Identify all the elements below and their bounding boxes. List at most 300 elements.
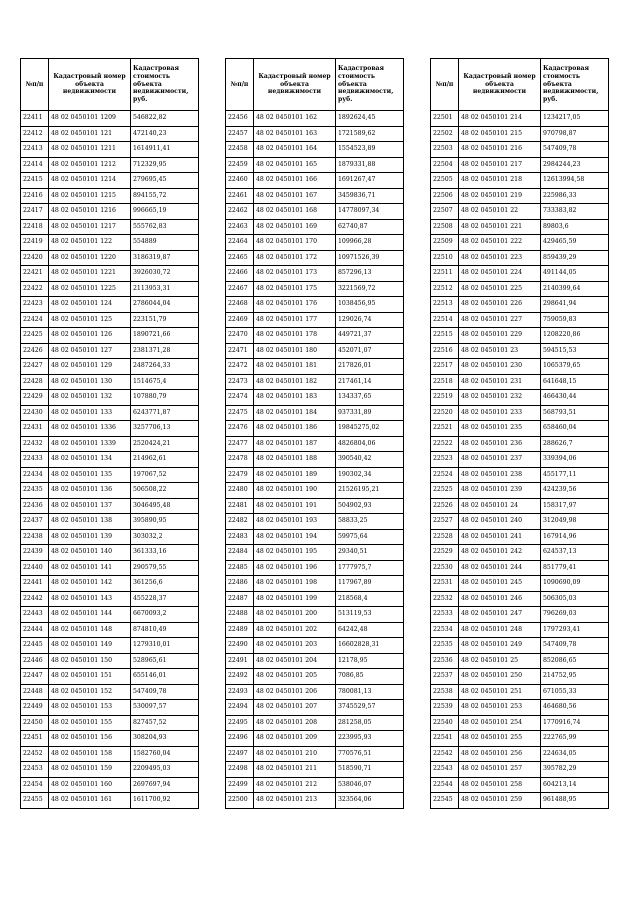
cell-num: 22503	[431, 142, 459, 158]
cell-cadastral-number: 48 02 0450101 151	[49, 669, 131, 685]
table-row	[226, 157, 404, 173]
cell-cadastral-value: 464680,56	[541, 700, 609, 716]
cell-num: 22515	[431, 328, 459, 344]
table-row	[226, 498, 404, 514]
cell-num: 22512	[431, 281, 459, 297]
cell-cadastral-value: 1234217,05	[541, 111, 609, 127]
cell-cadastral-number: 48 02 0450101 245	[459, 576, 541, 592]
table-row	[431, 235, 609, 251]
header-num: №п/п	[226, 59, 254, 111]
cell-cadastral-value: 506508,22	[131, 483, 199, 499]
cell-cadastral-value: 1614911,41	[131, 142, 199, 158]
cell-num: 22527	[431, 514, 459, 530]
cell-cadastral-value: 770576,51	[336, 746, 404, 762]
cell-num: 22416	[21, 188, 49, 204]
cell-cadastral-number: 48 02 0450101 167	[254, 188, 336, 204]
table-row	[226, 219, 404, 235]
table-row	[431, 560, 609, 576]
cell-num: 22529	[431, 545, 459, 561]
cell-cadastral-number: 48 02 0450101 150	[49, 653, 131, 669]
table-row	[226, 312, 404, 328]
cell-num: 22444	[21, 622, 49, 638]
cell-cadastral-value: 3926030,72	[131, 266, 199, 282]
cell-cadastral-value: 970798,87	[541, 126, 609, 142]
cell-num: 22485	[226, 560, 254, 576]
table-row	[226, 359, 404, 375]
cell-num: 22478	[226, 452, 254, 468]
header-cadastral-number: Кадастровый номер объекта недвижимости	[254, 59, 336, 111]
cell-cadastral-number: 48 02 0450101 253	[459, 700, 541, 716]
cell-cadastral-value: 449721,37	[336, 328, 404, 344]
cell-cadastral-number: 48 02 0450101 161	[49, 793, 131, 809]
cell-num: 22457	[226, 126, 254, 142]
table-row	[21, 421, 199, 437]
table-row	[21, 560, 199, 576]
table-row	[21, 343, 199, 359]
cell-cadastral-value: 6670093,2	[131, 607, 199, 623]
cadastre-table-2	[225, 58, 404, 809]
cell-num: 22463	[226, 219, 254, 235]
cell-num: 22476	[226, 421, 254, 437]
cell-num: 22511	[431, 266, 459, 282]
cell-cadastral-value: 6243771,87	[131, 405, 199, 421]
cell-cadastral-value: 308204,93	[131, 731, 199, 747]
cell-cadastral-number: 48 02 0450101 250	[459, 669, 541, 685]
cell-num: 22425	[21, 328, 49, 344]
table-row	[226, 173, 404, 189]
cell-num: 22495	[226, 715, 254, 731]
cell-cadastral-number: 48 02 0450101 251	[459, 684, 541, 700]
cell-cadastral-value: 223995,93	[336, 731, 404, 747]
cell-cadastral-value: 3459836,71	[336, 188, 404, 204]
table-row	[431, 157, 609, 173]
cell-cadastral-value: 455228,37	[131, 591, 199, 607]
cell-cadastral-number: 48 02 0450101 241	[459, 529, 541, 545]
cell-cadastral-number: 48 02 0450101 142	[49, 576, 131, 592]
cell-cadastral-number: 48 02 0450101 236	[459, 436, 541, 452]
cell-cadastral-number: 48 02 0450101 158	[49, 746, 131, 762]
cell-cadastral-value: 2113953,31	[131, 281, 199, 297]
table-row	[226, 622, 404, 638]
cell-num: 22460	[226, 173, 254, 189]
cell-cadastral-number: 48 02 0450101 144	[49, 607, 131, 623]
cell-cadastral-number: 48 02 0450101 155	[49, 715, 131, 731]
table-row	[21, 731, 199, 747]
cell-cadastral-value: 167914,96	[541, 529, 609, 545]
cell-cadastral-value: 312049,98	[541, 514, 609, 530]
cell-cadastral-value: 733383,82	[541, 204, 609, 220]
cell-cadastral-number: 48 02 0450101 238	[459, 467, 541, 483]
cell-cadastral-number: 48 02 0450101 209	[254, 731, 336, 747]
cell-cadastral-value: 1208220,86	[541, 328, 609, 344]
table-row	[226, 452, 404, 468]
cell-cadastral-value: 504902,93	[336, 498, 404, 514]
cell-cadastral-number: 48 02 0450101 219	[459, 188, 541, 204]
cell-num: 22417	[21, 204, 49, 220]
cell-cadastral-value: 859439,29	[541, 250, 609, 266]
cell-num: 22528	[431, 529, 459, 545]
cell-num: 22531	[431, 576, 459, 592]
cell-cadastral-number: 48 02 0450101 1339	[49, 436, 131, 452]
cell-cadastral-value: 452071,07	[336, 343, 404, 359]
cell-cadastral-value: 158317,97	[541, 498, 609, 514]
cell-cadastral-number: 48 02 0450101 235	[459, 421, 541, 437]
cell-num: 22533	[431, 607, 459, 623]
cell-cadastral-value: 518590,71	[336, 762, 404, 778]
cell-cadastral-value: 658460,04	[541, 421, 609, 437]
table-row	[431, 312, 609, 328]
cell-cadastral-value: 759059,83	[541, 312, 609, 328]
table-row	[431, 421, 609, 437]
table-row	[21, 436, 199, 452]
cell-num: 22538	[431, 684, 459, 700]
cell-cadastral-number: 48 02 0450101 222	[459, 235, 541, 251]
cell-cadastral-number: 48 02 0450101 247	[459, 607, 541, 623]
cell-num: 22411	[21, 111, 49, 127]
cell-cadastral-number: 48 02 0450101 162	[254, 111, 336, 127]
table-row	[431, 514, 609, 530]
cell-cadastral-value: 546822,82	[131, 111, 199, 127]
table-row	[21, 405, 199, 421]
cell-cadastral-value: 1890721,66	[131, 328, 199, 344]
cell-cadastral-value: 14778097,34	[336, 204, 404, 220]
table-header-row	[431, 59, 609, 111]
cell-cadastral-number: 48 02 0450101 139	[49, 529, 131, 545]
cell-cadastral-number: 48 02 0450101 240	[459, 514, 541, 530]
cell-cadastral-value: 62740,87	[336, 219, 404, 235]
cell-num: 22475	[226, 405, 254, 421]
cell-num: 22419	[21, 235, 49, 251]
cell-num: 22465	[226, 250, 254, 266]
cell-cadastral-value: 1279310,01	[131, 638, 199, 654]
cell-cadastral-number: 48 02 0450101 164	[254, 142, 336, 158]
cell-cadastral-value: 530097,57	[131, 700, 199, 716]
cell-num: 22466	[226, 266, 254, 282]
cell-num: 22534	[431, 622, 459, 638]
table-row	[431, 126, 609, 142]
cell-num: 22462	[226, 204, 254, 220]
cell-cadastral-number: 48 02 0450101 132	[49, 390, 131, 406]
cell-cadastral-value: 796269,03	[541, 607, 609, 623]
table-row	[431, 653, 609, 669]
cell-cadastral-value: 3186319,87	[131, 250, 199, 266]
cell-cadastral-number: 48 02 0450101 170	[254, 235, 336, 251]
cell-cadastral-number: 48 02 0450101 211	[254, 762, 336, 778]
header-cadastral-number: Кадастровый номер объекта недвижимости	[49, 59, 131, 111]
table-row	[226, 545, 404, 561]
cell-num: 22447	[21, 669, 49, 685]
cell-num: 22523	[431, 452, 459, 468]
cell-cadastral-number: 48 02 0450101 233	[459, 405, 541, 421]
cell-cadastral-number: 48 02 0450101 156	[49, 731, 131, 747]
cell-num: 22524	[431, 467, 459, 483]
cell-cadastral-number: 48 02 0450101 168	[254, 204, 336, 220]
cell-cadastral-number: 48 02 0450101 175	[254, 281, 336, 297]
cell-num: 22493	[226, 684, 254, 700]
cell-cadastral-number: 48 02 0450101 188	[254, 452, 336, 468]
cell-cadastral-number: 48 02 0450101 204	[254, 653, 336, 669]
cell-num: 22513	[431, 297, 459, 313]
cell-cadastral-number: 48 02 0450101 206	[254, 684, 336, 700]
table-row	[226, 483, 404, 499]
cell-cadastral-number: 48 02 0450101 254	[459, 715, 541, 731]
cell-cadastral-value: 107880,79	[131, 390, 199, 406]
cell-num: 22542	[431, 746, 459, 762]
table-row	[431, 188, 609, 204]
cell-num: 22445	[21, 638, 49, 654]
table-row	[431, 111, 609, 127]
table-row	[21, 483, 199, 499]
cell-cadastral-number: 48 02 0450101 182	[254, 374, 336, 390]
cell-num: 22431	[21, 421, 49, 437]
table-row	[431, 498, 609, 514]
table-row	[21, 219, 199, 235]
cell-cadastral-value: 513119,53	[336, 607, 404, 623]
cell-cadastral-value: 491144,05	[541, 266, 609, 282]
table-header-row	[21, 59, 199, 111]
cell-cadastral-value: 197067,52	[131, 467, 199, 483]
cell-cadastral-value: 12178,95	[336, 653, 404, 669]
cell-num: 22437	[21, 514, 49, 530]
cell-cadastral-number: 48 02 0450101 180	[254, 343, 336, 359]
cell-cadastral-value: 288626,7	[541, 436, 609, 452]
table-row	[21, 684, 199, 700]
table-row	[226, 111, 404, 127]
header-num: №п/п	[431, 59, 459, 111]
table-row	[21, 669, 199, 685]
cell-num: 22535	[431, 638, 459, 654]
cell-cadastral-number: 48 02 0450101 166	[254, 173, 336, 189]
cell-cadastral-number: 48 02 0450101 216	[459, 142, 541, 158]
table-row	[226, 204, 404, 220]
table-row	[21, 638, 199, 654]
cell-num: 22449	[21, 700, 49, 716]
cell-cadastral-number: 48 02 0450101 138	[49, 514, 131, 530]
table-row	[226, 281, 404, 297]
cell-cadastral-number: 48 02 0450101 1214	[49, 173, 131, 189]
cell-cadastral-number: 48 02 0450101 178	[254, 328, 336, 344]
cell-cadastral-number: 48 02 0450101 141	[49, 560, 131, 576]
table-row	[21, 173, 199, 189]
cell-cadastral-value: 1090690,09	[541, 576, 609, 592]
cell-num: 22435	[21, 483, 49, 499]
cell-cadastral-number: 48 02 0450101 194	[254, 529, 336, 545]
cell-cadastral-value: 424239,56	[541, 483, 609, 499]
cell-cadastral-number: 48 02 0450101 22	[459, 204, 541, 220]
table-row	[431, 529, 609, 545]
cell-num: 22496	[226, 731, 254, 747]
table-row	[431, 591, 609, 607]
cell-num: 22448	[21, 684, 49, 700]
cell-num: 22441	[21, 576, 49, 592]
table-row	[226, 560, 404, 576]
cell-cadastral-value: 2697697,94	[131, 777, 199, 793]
cell-cadastral-number: 48 02 0450101 226	[459, 297, 541, 313]
table-row	[21, 452, 199, 468]
table-row	[226, 793, 404, 809]
cell-cadastral-number: 48 02 0450101 248	[459, 622, 541, 638]
cell-num: 22452	[21, 746, 49, 762]
table-row	[226, 250, 404, 266]
cell-cadastral-value: 390540,42	[336, 452, 404, 468]
cell-num: 22434	[21, 467, 49, 483]
cell-num: 22424	[21, 312, 49, 328]
cell-cadastral-number: 48 02 0450101 135	[49, 467, 131, 483]
cell-cadastral-value: 3745529,57	[336, 700, 404, 716]
cell-cadastral-value: 894155,72	[131, 188, 199, 204]
cell-cadastral-value: 641648,15	[541, 374, 609, 390]
table-row	[226, 529, 404, 545]
cell-num: 22516	[431, 343, 459, 359]
cell-cadastral-number: 48 02 0450101 191	[254, 498, 336, 514]
cell-cadastral-value: 129026,74	[336, 312, 404, 328]
table-row	[431, 250, 609, 266]
cell-cadastral-number: 48 02 0450101 195	[254, 545, 336, 561]
cell-num: 22483	[226, 529, 254, 545]
cell-num: 22505	[431, 173, 459, 189]
cell-cadastral-value: 547409,78	[541, 638, 609, 654]
cell-num: 22454	[21, 777, 49, 793]
cell-cadastral-number: 48 02 0450101 189	[254, 467, 336, 483]
cell-num: 22432	[21, 436, 49, 452]
table-row	[21, 793, 199, 809]
table-row	[431, 684, 609, 700]
table-row	[21, 126, 199, 142]
table-row	[226, 328, 404, 344]
cell-cadastral-number: 48 02 0450101 244	[459, 560, 541, 576]
cell-cadastral-value: 604213,14	[541, 777, 609, 793]
table-row	[21, 250, 199, 266]
table-row	[226, 591, 404, 607]
cell-num: 22487	[226, 591, 254, 607]
table-row	[21, 653, 199, 669]
cell-cadastral-number: 48 02 0450101 246	[459, 591, 541, 607]
cell-cadastral-value: 2209495,03	[131, 762, 199, 778]
table-row	[431, 700, 609, 716]
table-row	[21, 157, 199, 173]
table-row	[431, 328, 609, 344]
cell-num: 22482	[226, 514, 254, 530]
cell-cadastral-value: 671055,33	[541, 684, 609, 700]
cell-cadastral-value: 2786044,04	[131, 297, 199, 313]
table-row	[226, 142, 404, 158]
table-wrap-3	[430, 58, 609, 809]
cell-cadastral-value: 339394,06	[541, 452, 609, 468]
table-row	[21, 390, 199, 406]
table-row	[431, 343, 609, 359]
cell-num: 22497	[226, 746, 254, 762]
cell-num: 22461	[226, 188, 254, 204]
table-row	[226, 514, 404, 530]
cell-num: 22421	[21, 266, 49, 282]
table-row	[226, 343, 404, 359]
cell-cadastral-number: 48 02 0450101 210	[254, 746, 336, 762]
cell-cadastral-number: 48 02 0450101 212	[254, 777, 336, 793]
table-wrap-1	[20, 58, 199, 809]
table-row	[431, 266, 609, 282]
cell-num: 22455	[21, 793, 49, 809]
cell-num: 22464	[226, 235, 254, 251]
table-row	[21, 188, 199, 204]
cell-cadastral-number: 48 02 0450101 196	[254, 560, 336, 576]
cell-cadastral-value: 1611700,92	[131, 793, 199, 809]
cell-cadastral-value: 857296,13	[336, 266, 404, 282]
table-row	[431, 142, 609, 158]
cell-cadastral-value: 827457,52	[131, 715, 199, 731]
cell-cadastral-number: 48 02 0450101 183	[254, 390, 336, 406]
cell-num: 22543	[431, 762, 459, 778]
header-cadastral-value: Кадастровая стоимость объекта недвижимости, руб.	[336, 59, 404, 111]
table-row	[21, 281, 199, 297]
cell-num: 22526	[431, 498, 459, 514]
cell-cadastral-number: 48 02 0450101 134	[49, 452, 131, 468]
cell-cadastral-number: 48 02 0450101 215	[459, 126, 541, 142]
cell-cadastral-number: 48 02 0450101 213	[254, 793, 336, 809]
table-row	[21, 111, 199, 127]
cell-cadastral-value: 472140,23	[131, 126, 199, 142]
table-header-row	[226, 59, 404, 111]
cell-num: 22473	[226, 374, 254, 390]
table-row	[226, 405, 404, 421]
table-row	[431, 762, 609, 778]
cell-num: 22415	[21, 173, 49, 189]
cell-cadastral-number: 48 02 0450101 24	[459, 498, 541, 514]
cell-cadastral-number: 48 02 0450101 187	[254, 436, 336, 452]
cell-cadastral-value: 2984244,23	[541, 157, 609, 173]
cell-cadastral-value: 7086,85	[336, 669, 404, 685]
cell-cadastral-number: 48 02 0450101 221	[459, 219, 541, 235]
cell-num: 22541	[431, 731, 459, 747]
cell-cadastral-number: 48 02 0450101 190	[254, 483, 336, 499]
cell-cadastral-number: 48 02 0450101 225	[459, 281, 541, 297]
cell-cadastral-value: 58833,25	[336, 514, 404, 530]
cell-cadastral-value: 190302,34	[336, 467, 404, 483]
table-row	[431, 669, 609, 685]
table-row	[431, 483, 609, 499]
cell-cadastral-value: 1777975,7	[336, 560, 404, 576]
cell-cadastral-value: 851779,41	[541, 560, 609, 576]
cell-cadastral-number: 48 02 0450101 129	[49, 359, 131, 375]
cell-cadastral-value: 466430,44	[541, 390, 609, 406]
cell-cadastral-value: 712329,95	[131, 157, 199, 173]
cell-num: 22539	[431, 700, 459, 716]
cell-cadastral-number: 48 02 0450101 205	[254, 669, 336, 685]
cell-cadastral-number: 48 02 0450101 223	[459, 250, 541, 266]
cell-cadastral-number: 48 02 0450101 130	[49, 374, 131, 390]
cell-cadastral-number: 48 02 0450101 1220	[49, 250, 131, 266]
cell-cadastral-value: 2487264,33	[131, 359, 199, 375]
cell-cadastral-value: 538046,07	[336, 777, 404, 793]
table-row	[226, 700, 404, 716]
table-row	[431, 715, 609, 731]
table-row	[431, 576, 609, 592]
cell-num: 22517	[431, 359, 459, 375]
cell-num: 22499	[226, 777, 254, 793]
cell-num: 22440	[21, 560, 49, 576]
cell-cadastral-number: 48 02 0450101 229	[459, 328, 541, 344]
cell-cadastral-value: 10971526,39	[336, 250, 404, 266]
cell-cadastral-value: 1797293,41	[541, 622, 609, 638]
table-row	[21, 204, 199, 220]
table-row	[431, 638, 609, 654]
cell-cadastral-value: 222765,99	[541, 731, 609, 747]
cell-cadastral-number: 48 02 0450101 202	[254, 622, 336, 638]
cell-num: 22481	[226, 498, 254, 514]
cell-cadastral-value: 59975,64	[336, 529, 404, 545]
cell-cadastral-number: 48 02 0450101 23	[459, 343, 541, 359]
cell-cadastral-value: 937331,89	[336, 405, 404, 421]
cell-cadastral-number: 48 02 0450101 127	[49, 343, 131, 359]
